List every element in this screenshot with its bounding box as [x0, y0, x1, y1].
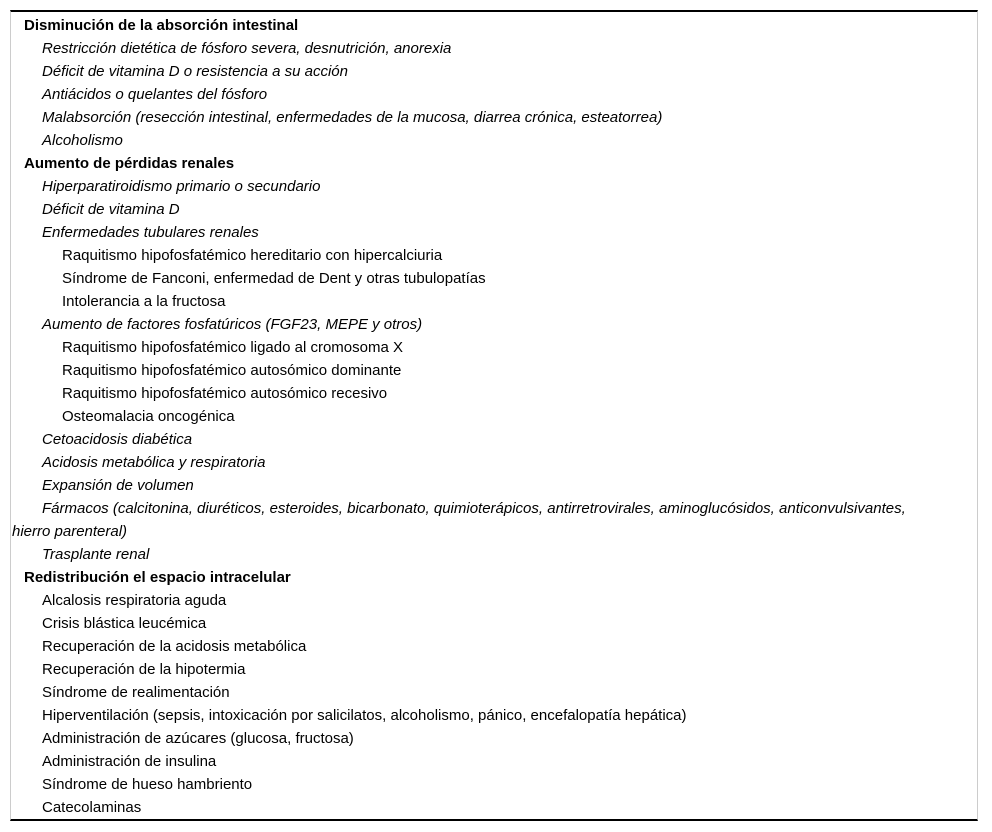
table-row: Administración de azúcares (glucosa, fructosa) — [42, 730, 354, 747]
table-row: Expansión de volumen — [42, 477, 194, 494]
table-row: Osteomalacia oncogénica — [62, 408, 235, 425]
table-row: Raquitismo hipofosfatémico hereditario con hipercalciuria — [62, 247, 443, 264]
table-row: Raquitismo hipofosfatémico ligado al cromosoma X — [62, 339, 403, 356]
table-row: Restricción dietética de fósforo severa, desnutrición, anorexia — [42, 40, 452, 57]
table-row: Malabsorción (resección intestinal, enfermedades de la mucosa, diarrea crónica, esteatorrea) — [42, 109, 663, 126]
table-row: Alcoholismo — [42, 132, 123, 149]
table-row: Administración de insulina — [42, 753, 217, 770]
table-row: Cetoacidosis diabética — [42, 431, 193, 448]
table-row: Antiácidos o quelantes del fósforo — [42, 86, 268, 103]
causes-table — [10, 10, 978, 821]
table-row: Hiperventilación (sepsis, intoxicación por salicilatos, alcoholismo, pánico, encefalopatía hepática) — [42, 707, 687, 724]
table-row: Síndrome de realimentación — [42, 684, 230, 701]
section-heading: Disminución de la absorción intestinal — [24, 17, 299, 34]
table-row: Trasplante renal — [42, 546, 150, 563]
table-row: Déficit de vitamina D — [42, 201, 180, 218]
table-row: Déficit de vitamina D o resistencia a su acción — [42, 63, 348, 80]
table-row: Alcalosis respiratoria aguda — [42, 592, 227, 609]
table-row: Hiperparatiroidismo primario o secundario — [42, 178, 321, 195]
table-row: Raquitismo hipofosfatémico autosómico dominante — [62, 362, 402, 379]
table-row: Acidosis metabólica y respiratoria — [42, 454, 266, 471]
table-row: Recuperación de la hipotermia — [42, 661, 246, 678]
table-row: Aumento de factores fosfatúricos (FGF23, MEPE y otros) — [42, 316, 423, 333]
table-row: Catecolaminas — [42, 799, 142, 816]
table-row: Síndrome de hueso hambriento — [42, 776, 253, 793]
table-row: Recuperación de la acidosis metabólica — [42, 638, 307, 655]
table-row: Síndrome de Fanconi, enfermedad de Dent y otras tubulopatías — [62, 270, 486, 287]
table-body — [12, 14, 967, 819]
table-row: Fármacos (calcitonina, diuréticos, esteroides, bicarbonato, quimioterápicos, antirretrovirales, aminoglucósidos, anticonvulsivantes, hierro parenteral) — [12, 500, 906, 540]
section-heading: Aumento de pérdidas renales — [24, 155, 235, 172]
section-heading: Redistribución el espacio intracelular — [24, 569, 291, 586]
table-row: Raquitismo hipofosfatémico autosómico recesivo — [62, 385, 388, 402]
table-row: Crisis blástica leucémica — [42, 615, 207, 632]
table-row: Intolerancia a la fructosa — [62, 293, 226, 310]
table-row: Enfermedades tubulares renales — [42, 224, 259, 241]
